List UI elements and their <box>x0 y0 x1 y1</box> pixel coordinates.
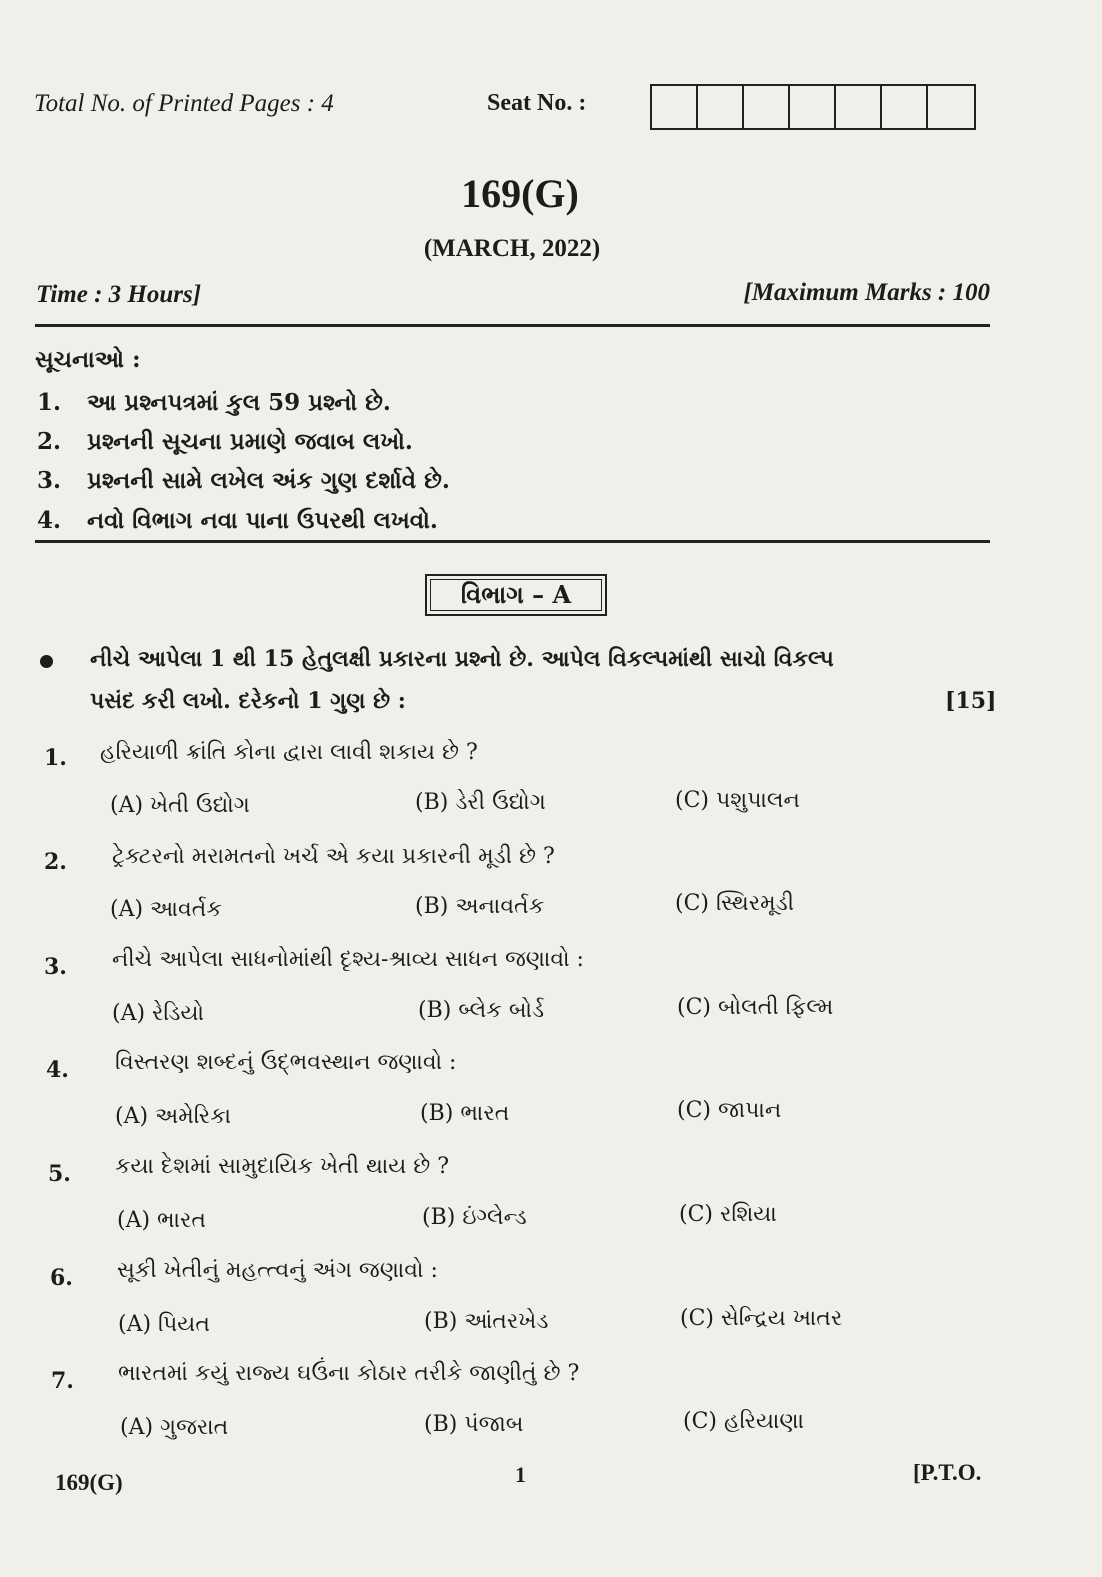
instruction-number: 1. <box>37 389 62 416</box>
seat-number-box <box>744 86 790 128</box>
option-c: (C) પશુપાલન <box>675 788 800 813</box>
question-number: 7. <box>51 1368 74 1394</box>
question-text: નીચે આપેલા સાધનોમાંથી દૃશ્ય-શ્રાવ્ય સાધન જણાવો : <box>112 947 584 972</box>
page-number: 1 <box>515 1462 526 1487</box>
option-b: (B) પંજાબ <box>424 1412 524 1437</box>
section-note-line-1: નીચે આપેલા 1 થી 15 હેતુલક્ષી પ્રકારના પ્રશ્નો છે. આપેલ વિકલ્પમાંથી સાચો વિકલ્પ <box>90 646 834 672</box>
question-text: સૂકી ખેતીનું મહત્ત્વનું અંગ જણાવો : <box>117 1258 438 1283</box>
header-divider <box>35 324 990 327</box>
seat-number-label: Seat No. : <box>487 90 587 116</box>
option-c: (C) હરિયાણા <box>683 1409 804 1434</box>
option-a: (A) આવર્તક <box>110 897 222 922</box>
option-c: (C) બોલતી ફિલ્મ <box>677 995 834 1020</box>
question-text: ટ્રેક્ટરનો મરામતનો ખર્ચ એ કયા પ્રકારની મૂડી છે ? <box>112 844 555 869</box>
seat-number-box <box>928 86 974 128</box>
footer-paper-code: 169(G) <box>55 1470 123 1495</box>
question-text: હરિયાળી ક્રાંતિ કોના દ્વારા લાવી શકાય છે ? <box>100 740 478 765</box>
instruction-item <box>37 389 391 416</box>
option-b: (B) બ્લેક બોર્ડ <box>418 998 545 1023</box>
instruction-text: પ્રશ્નની સામે લખેલ અંક ગુણ દર્શાવે છે. <box>87 467 450 494</box>
option-a: (A) પિયત <box>118 1312 210 1337</box>
seat-number-box <box>698 86 744 128</box>
seat-number-box <box>652 86 698 128</box>
question-number: 4. <box>46 1057 69 1083</box>
option-b: (B) ભારત <box>420 1101 510 1126</box>
option-a: (A) ખેતી ઉદ્યોગ <box>110 793 250 818</box>
option-b: (B) ડેરી ઉદ્યોગ <box>415 790 546 815</box>
question-number: 1. <box>44 745 67 771</box>
option-b: (B) આંતરખેડ <box>424 1309 549 1334</box>
section-note-line-2: પસંદ કરી લખો. દરેકનો 1 ગુણ છે : <box>90 688 406 714</box>
instruction-number: 2. <box>37 428 62 455</box>
seat-number-box <box>790 86 836 128</box>
instruction-item <box>37 507 438 534</box>
option-a: (A) રેડિયો <box>112 1001 204 1026</box>
option-a: (A) અમેરિકા <box>115 1104 232 1129</box>
instructions-divider <box>35 540 990 543</box>
section-marks: [15] <box>945 688 997 714</box>
paper-code: 169(G) <box>461 171 579 216</box>
instruction-text: આ પ્રશ્નપત્રમાં કુલ 59 પ્રશ્નો છે. <box>87 389 391 416</box>
seat-number-box <box>882 86 928 128</box>
printed-pages-label: Total No. of Printed Pages : 4 <box>34 90 334 117</box>
question-number: 5. <box>48 1161 71 1187</box>
instruction-number: 4. <box>37 507 62 534</box>
section-title: વિભાગ – A <box>460 580 572 609</box>
instruction-item <box>37 428 413 455</box>
instruction-text: નવો વિભાગ નવા પાના ઉપરથી લખવો. <box>87 507 438 534</box>
instruction-text: પ્રશ્નની સૂચના પ્રમાણે જવાબ લખો. <box>87 428 413 455</box>
seat-number-boxes <box>650 84 976 130</box>
option-a: (A) ભારત <box>117 1208 206 1233</box>
option-b: (B) ઇંગ્લેન્ડ <box>422 1205 527 1230</box>
bullet-icon <box>40 655 53 668</box>
question-text: ભારતમાં કયું રાજ્ય ઘઉંના કોઠાર તરીકે જાણીતું છે ? <box>118 1361 580 1386</box>
option-b: (B) અનાવર્તક <box>415 894 545 919</box>
option-a: (A) ગુજરાત <box>120 1415 229 1440</box>
instruction-number: 3. <box>37 467 62 494</box>
question-text: કયા દેશમાં સામુદાયિક ખેતી થાય છે ? <box>115 1154 450 1179</box>
question-number: 3. <box>44 954 67 980</box>
question-text: વિસ્તરણ શબ્દનું ઉદ્ભવસ્થાન જણાવો : <box>115 1050 457 1075</box>
option-c: (C) રશિયા <box>679 1202 777 1227</box>
time-label: Time : 3 Hours] <box>36 281 202 308</box>
max-marks-label: [Maximum Marks : 100 <box>743 279 990 306</box>
option-c: (C) સેન્દ્રિય ખાતર <box>680 1306 843 1331</box>
option-c: (C) જાપાન <box>677 1098 782 1123</box>
seat-number-box <box>836 86 882 128</box>
please-turn-over: [P.T.O. <box>913 1460 982 1485</box>
option-c: (C) સ્થિરમૂડી <box>675 891 795 916</box>
instructions-title: સૂચનાઓ : <box>35 346 141 373</box>
question-number: 2. <box>44 849 67 875</box>
instruction-item <box>37 467 450 494</box>
exam-date: (MARCH, 2022) <box>423 235 601 262</box>
question-number: 6. <box>50 1265 73 1291</box>
